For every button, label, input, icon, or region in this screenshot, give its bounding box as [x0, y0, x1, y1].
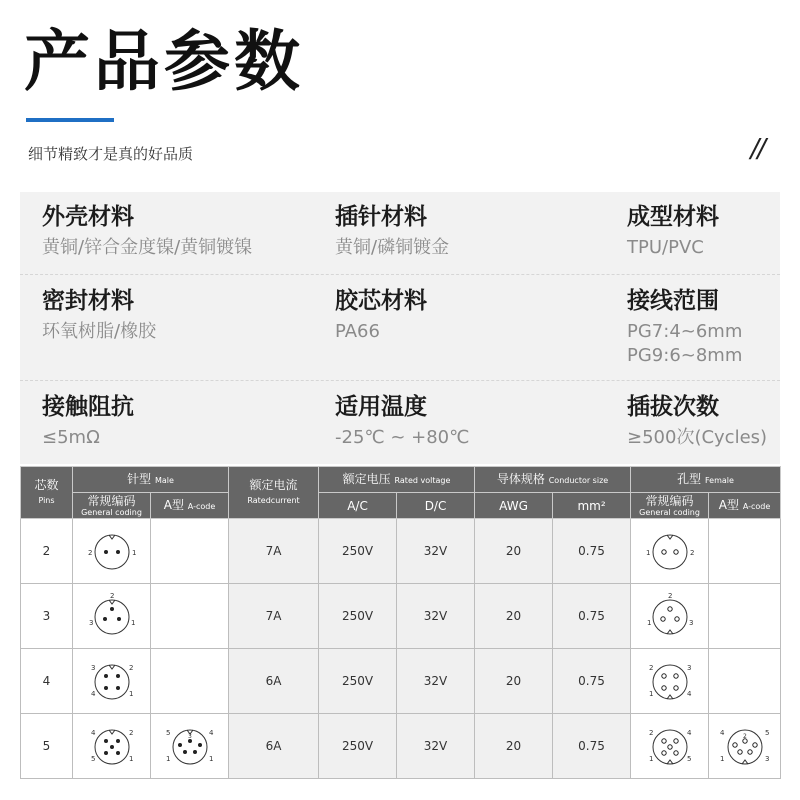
header-current-en: Ratedcurrent: [247, 495, 300, 505]
param-label: 密封材料: [42, 288, 134, 314]
svg-text:1: 1: [128, 690, 133, 698]
header-voltage: [319, 467, 475, 493]
male-general-3pin-diagram: [73, 584, 151, 649]
dc-cell: 32V: [397, 584, 475, 649]
svg-text:1: 1: [130, 619, 135, 627]
header-male-cn: 针型: [127, 471, 152, 486]
header-pins-en: Pins: [38, 495, 55, 505]
header-male-en: Male: [154, 475, 174, 485]
female-general-5pin-diagram: [631, 714, 709, 779]
svg-text:2: 2: [689, 549, 695, 557]
header-voltage-en: Rated voltage: [394, 475, 451, 485]
svg-text:3: 3: [688, 619, 694, 627]
svg-text:2: 2: [648, 664, 654, 672]
ac-cell: 250V: [319, 714, 397, 779]
svg-text:1: 1: [131, 549, 136, 557]
svg-text:5: 5: [764, 729, 770, 737]
param-label: 插针材料: [335, 204, 427, 230]
dc-cell: 32V: [397, 714, 475, 779]
title-underline: [26, 118, 114, 122]
svg-text:1: 1: [645, 549, 651, 557]
general-coding-en: General coding: [639, 507, 700, 517]
header-female-cn: 孔型: [677, 471, 702, 486]
header-conductor-en: Conductor size: [548, 475, 609, 485]
ac-cell: 250V: [319, 519, 397, 584]
param-value: -25℃ ~ +80℃: [335, 427, 470, 448]
svg-text:3: 3: [187, 733, 192, 740]
acode-en: A-code: [742, 501, 771, 511]
param-label: 适用温度: [335, 394, 427, 420]
male-acode-empty: [151, 649, 229, 714]
param-value: 黄铜/磷铜镀金: [335, 237, 450, 258]
svg-text:4: 4: [90, 729, 95, 737]
svg-text:4: 4: [90, 690, 95, 698]
header-female-acode: [709, 493, 781, 519]
param-label: 成型材料: [627, 204, 719, 230]
param-label: 接线范围: [627, 288, 719, 314]
param-core-material: [335, 286, 427, 344]
parameter-panel: [20, 192, 780, 464]
male-general-4pin-diagram: [73, 649, 151, 714]
header-female-general: [631, 493, 709, 519]
awg-cell: 20: [475, 519, 553, 584]
male-acode-5pin-diagram: [151, 714, 229, 779]
header-mm2: mm²: [553, 493, 631, 519]
mm2-cell: 0.75: [553, 519, 631, 584]
svg-text:2: 2: [109, 592, 114, 600]
svg-text:2: 2: [128, 664, 133, 672]
svg-text:1: 1: [719, 755, 725, 763]
divider: [20, 274, 780, 275]
param-label: 胶芯材料: [335, 288, 427, 314]
female-general-3pin-diagram: [631, 584, 709, 649]
svg-text:3: 3: [90, 664, 95, 672]
param-mating-cycles: [627, 392, 767, 450]
table-row: [21, 714, 781, 779]
connector-female-5pin-icon: [640, 721, 700, 771]
header-awg: AWG: [475, 493, 553, 519]
header-male-acode: [151, 493, 229, 519]
header-dc: D/C: [397, 493, 475, 519]
decorative-slash: //: [750, 134, 764, 164]
header-male-general: [73, 493, 151, 519]
svg-text:1: 1: [165, 755, 170, 763]
param-value: TPU/PVC: [627, 237, 704, 258]
awg-cell: 20: [475, 584, 553, 649]
param-value: ≤5mΩ: [42, 427, 100, 448]
pins-cell: 3: [21, 584, 73, 649]
svg-text:4: 4: [208, 729, 213, 737]
female-general-4pin-diagram: [631, 649, 709, 714]
param-pin-material: [335, 202, 449, 260]
current-cell: 6A: [229, 714, 319, 779]
svg-text:2: 2: [128, 729, 133, 737]
ac-cell: 250V: [319, 584, 397, 649]
connector-male-3pin-icon: [82, 591, 142, 641]
header-ac: A/C: [319, 493, 397, 519]
header-female-en: Female: [705, 475, 734, 485]
pins-cell: 4: [21, 649, 73, 714]
connector-male-5pin-icon: [82, 721, 142, 771]
header-female: [631, 467, 781, 493]
male-general-5pin-diagram: [73, 714, 151, 779]
header-pins: [21, 467, 73, 519]
header-pins-cn: 芯数: [34, 477, 59, 492]
param-value: PG7:4~6mm: [627, 321, 743, 342]
current-cell: 7A: [229, 584, 319, 649]
pins-cell: 5: [21, 714, 73, 779]
female-acode-empty: [709, 584, 781, 649]
param-seal-material: [42, 286, 156, 344]
header-conductor-cn: 导体规格: [496, 471, 545, 486]
female-general-2pin-diagram: [631, 519, 709, 584]
svg-text:1: 1: [128, 755, 133, 763]
svg-text:2: 2: [87, 549, 92, 557]
current-cell: 6A: [229, 649, 319, 714]
header-current: [229, 467, 319, 519]
awg-cell: 20: [475, 714, 553, 779]
table-row: [21, 519, 781, 584]
param-wiring-range: [627, 286, 742, 368]
dc-cell: 32V: [397, 519, 475, 584]
general-coding-en: General coding: [81, 507, 142, 517]
svg-text:4: 4: [686, 690, 692, 698]
param-shell-material: [42, 202, 252, 260]
pins-cell: 2: [21, 519, 73, 584]
param-label: 插拔次数: [627, 394, 719, 420]
param-value: 黄铜/锌合金度镍/黄铜镀镍: [42, 237, 253, 258]
header-conductor: [475, 467, 631, 493]
svg-text:5: 5: [165, 729, 170, 737]
connector-male-acode-5pin-icon: [160, 721, 220, 771]
divider: [20, 380, 780, 381]
current-cell: 7A: [229, 519, 319, 584]
mm2-cell: 0.75: [553, 584, 631, 649]
mm2-cell: 0.75: [553, 649, 631, 714]
table-row: [21, 584, 781, 649]
svg-text:3: 3: [686, 664, 692, 672]
connector-female-4pin-icon: [640, 656, 700, 706]
header-male: [73, 467, 229, 493]
female-acode-empty: [709, 649, 781, 714]
connector-male-4pin-icon: [82, 656, 142, 706]
param-contact-resistance: [42, 392, 134, 450]
connector-male-2pin-icon: [82, 528, 142, 574]
param-value: 环氧树脂/橡胶: [42, 321, 157, 342]
general-coding-cn: 常规编码: [87, 493, 136, 508]
male-acode-empty: [151, 584, 229, 649]
param-value: ≥500次(Cycles): [627, 427, 768, 448]
header-current-cn: 额定电流: [249, 477, 298, 492]
mm2-cell: 0.75: [553, 714, 631, 779]
table-row: [21, 649, 781, 714]
svg-text:1: 1: [648, 755, 654, 763]
svg-text:4: 4: [719, 729, 725, 737]
header-voltage-cn: 额定电压: [342, 471, 391, 486]
dc-cell: 32V: [397, 649, 475, 714]
param-label: 接触阻抗: [42, 394, 134, 420]
svg-text:5: 5: [686, 755, 692, 763]
page-title: 产品参数: [24, 23, 304, 100]
param-molding-material: [627, 202, 719, 260]
svg-text:1: 1: [648, 690, 654, 698]
svg-text:1: 1: [646, 619, 652, 627]
param-value: PA66: [335, 321, 380, 342]
male-general-2pin-diagram: [73, 519, 151, 584]
svg-text:2: 2: [667, 592, 673, 600]
connector-female-3pin-icon: [640, 591, 700, 641]
connector-female-2pin-icon: [640, 528, 700, 574]
ac-cell: 250V: [319, 649, 397, 714]
spec-table: [20, 466, 781, 779]
svg-text:2: 2: [742, 733, 747, 740]
svg-text:1: 1: [208, 755, 213, 763]
male-acode-empty: [151, 519, 229, 584]
acode-en: A-code: [187, 501, 216, 511]
param-temperature: [335, 392, 469, 450]
param-value-2: PG9:6~8mm: [627, 345, 743, 366]
general-coding-cn: 常规编码: [645, 493, 694, 508]
svg-text:4: 4: [686, 729, 692, 737]
acode-cn: A型: [718, 497, 739, 512]
svg-text:3: 3: [764, 755, 770, 763]
svg-text:5: 5: [90, 755, 95, 763]
awg-cell: 20: [475, 649, 553, 714]
acode-cn: A型: [163, 497, 184, 512]
param-label: 外壳材料: [42, 204, 134, 230]
female-acode-empty: [709, 519, 781, 584]
connector-female-acode-5pin-icon: [715, 721, 775, 771]
female-acode-5pin-diagram: [709, 714, 781, 779]
svg-text:3: 3: [88, 619, 93, 627]
svg-text:2: 2: [648, 729, 654, 737]
page-subtitle: 细节精致才是真的好品质: [28, 145, 194, 163]
